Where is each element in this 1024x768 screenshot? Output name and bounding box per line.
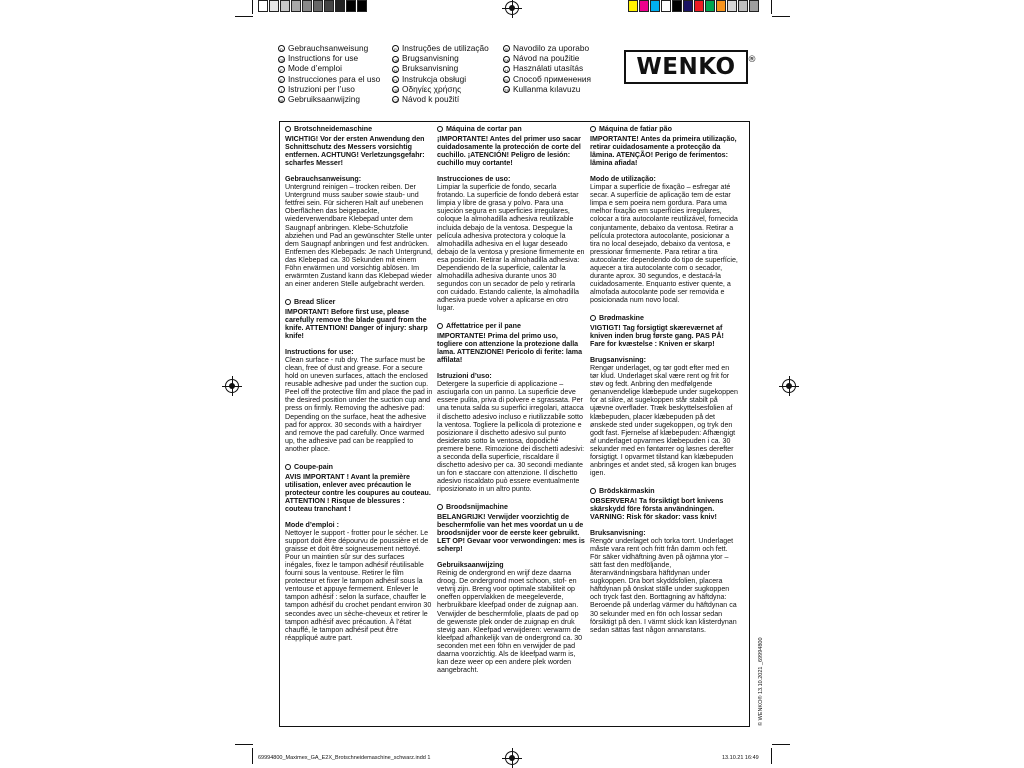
usage-title: Mode d’emploi :	[285, 521, 339, 530]
flag-icon: PL	[393, 77, 398, 83]
language-list-col3	[503, 43, 591, 94]
flag-icon	[285, 299, 291, 305]
copyright-note: © WENKO® 13.10.2021 _69994800	[758, 637, 764, 726]
flag-icon: SI	[504, 47, 509, 53]
section-title: Brödskärmaskin	[599, 486, 655, 495]
language-item: P Instruções de utilização	[392, 43, 489, 53]
usage-title: Instrucciones de uso:	[437, 175, 511, 184]
usage-text: Rengör underlaget och torka torrt. Underlaget måste vara rent och fritt från damm och fett. För säker vidhäftning även på ojämna ytor – sätt fast den medföljande, återanvändningsbara häftdynan under sugkoppen. Dra bort skyddsfolien, placera häftdynan på önskat ställe under sugkoppen och tryck fast den. Borttagning av häftdyna: Beroende på underlag värmer du häftdynan ca 30 sekunder med en fön och lossar sedan försiktigt på den. I värmt skick kan klisterdynan sedan sättas fast någon annanstans.	[590, 537, 737, 634]
crop-mark	[772, 744, 790, 745]
usage-title: Instructions for use:	[285, 348, 354, 357]
flag-icon: TR	[504, 88, 510, 94]
usage-text: Limpiar la superficie de fondo, secarla frotando. La superficie de fondo deberá estar limpia y libre de grasa y polvo. Para una sujeción segura en superficies irregulares, coloque la almohadilla adhesiva reutilizable incluida debajo de la ventosa. Despegue la película adhesiva protectora y coloque la almohadilla adhesiva en el lugar deseado debajo de la ventosa y presione firmemente en esa posición. Retirar la almohadilla adhesiva: Dependiendo de la superficie, calentar la almohadilla adhesiva durante unos 30 segundos con un secador de pelo y retirarla con cuidado. Estando caliente, la almohadilla adhesiva puede volver a aplicarse en otro lugar.	[437, 183, 585, 312]
section-es	[437, 125, 585, 312]
flag-icon	[285, 126, 291, 132]
section-gb	[285, 298, 433, 453]
flag-icon	[437, 323, 443, 329]
section-title: Máquina de fatiar pão	[599, 125, 672, 133]
usage-title: Gebrauchsanweisung:	[285, 175, 362, 184]
registration-mark-icon	[505, 1, 519, 15]
language-list-col1	[278, 43, 380, 104]
section-se	[590, 487, 738, 634]
warning-text: WICHTIG! Vor der ersten Anwendung den Schnittschutz des Messers vorsichtig entfernen. ACHTUNG! Verletzungsgefahr: scharfes Messer!	[285, 135, 425, 168]
language-item: E Instrucciones para el uso	[278, 74, 380, 84]
language-item: SK Návod na použitie	[504, 53, 580, 64]
wenko-logo: WENKO ®	[624, 50, 748, 84]
language-list-col2	[392, 43, 489, 104]
crop-mark	[772, 16, 790, 17]
language-item: GB Instructions for use	[279, 53, 359, 64]
usage-text: Clean surface - rub dry. The surface must be clean, free of dust and grease. For a secure hold on uneven surfaces, attach the enclosed reusable adhesive pad under the suction cup. Peel off the protective film and place the pad in the desired position under the suction cup and press on firmly. Removing the adhesive pad: Depending on the surface, heat the adhesive pad for approx. 30 seconds with a hairdryer and remove the pad carefully. Once warmed up, the adhesive pad can be reapplied to another place.	[285, 356, 433, 453]
language-item: RU Способ применения	[504, 73, 591, 84]
usage-title: Modo de utilização:	[590, 175, 656, 184]
flag-icon: NL	[279, 98, 285, 104]
usage-title: Gebruiksaanwijzing	[437, 561, 504, 570]
section-title: Bread Slicer	[294, 297, 336, 306]
flag-icon	[590, 315, 596, 321]
flag-icon: D	[278, 45, 285, 52]
language-item: N Bruksanvisning	[392, 63, 489, 73]
column-3	[590, 125, 738, 644]
usage-text: Untergrund reinigen – trocken reiben. Der Untergrund muss sauber sowie staub- und fettfrei sein. Für sicheren Halt auf unebenen Oberflächen das beigepackte, wiederverwendbare Klebepad unter dem Saugnapf anbringen. Klebe-Schutzfolie abziehen und Pad an gewünschter Stelle unter dem Saugnapf anbringen und fest andrücken. Entfernen des Klebepads: Je nach Untergrund, das Klebepad ca. 30 Sekunden mit einem Föhn erwärmen und vorsichtig ablösen. Im erwärmten Zustand kann das Klebepad wieder an einer anderen Stelle aufgebracht werden.	[285, 183, 433, 288]
language-item: PL Instrukcja obsługi	[393, 73, 467, 84]
flag-icon: CZ	[393, 98, 399, 104]
flag-icon	[285, 464, 291, 470]
usage-text: Nettoyer le support - frotter pour le sécher. Le support doit être dépourvu de poussière et de graisse et doit être soigneusement nettoyé. Pour un maintien sûr sur des surfaces inégales, fixez le tampon adhésif réutilisable fourni sous la ventouse. Retirer le film protecteur et fixer le tampon adhésif sous la ventouse et appuye fermement. Enlever le tampon adhésif : selon la surface, chauffer le tampon adhésif du crochet pendant environ 30 secondes avec un sèche-cheveux et retirer le tampon adhésif avec précaution. À l’état chauffé, le tampon adhésif peut être réappliqué autre part.	[285, 529, 432, 642]
footer-filename: 69994800_Maximex_GA_E2X_Brotschneidemaschine_schwarz.indd 1	[258, 755, 431, 761]
language-item: DK Brugsanvisning	[393, 53, 459, 64]
usage-title: Bruksanvisning:	[590, 529, 646, 538]
crop-mark	[771, 0, 772, 14]
flag-icon	[437, 504, 443, 510]
crop-mark	[235, 744, 253, 745]
flag-icon: GR	[393, 88, 399, 94]
language-item: D Gebrauchsanweisung	[278, 43, 380, 53]
flag-icon	[590, 488, 596, 494]
warning-text: VIGTIGT! Tag forsigtigt skæreværnet af kniven inden brug første gang. PAS PÅ! Fare for kvæstelse : Kniven er skarp!	[590, 324, 724, 349]
crop-mark	[252, 748, 253, 764]
warning-text: IMPORTANTE! Antes da primeira utilização, retirar cuidadosamente a protecção da lâmina. ATENÇÃO! Perigo de ferimentos: lâmina afiada!	[590, 135, 737, 168]
color-calibration-bar	[628, 0, 760, 12]
flag-icon	[590, 126, 596, 132]
flag-icon: RU	[504, 77, 510, 83]
language-item: CZ Návod k použití	[393, 94, 460, 105]
usage-title: Istruzioni d’uso:	[437, 372, 492, 381]
section-title: Brødmaskine	[599, 313, 644, 322]
language-item: H Használati utasítás	[503, 63, 591, 73]
usage-text: Limpar a superfície de fixação – esfregar até secar. A superfície de aplicação tem de estar limpa e sem poeira nem gordura. Para uma melhor fixação em superfícies irregulares, colocar a tira autocolante reutilizável, fornecida conjuntamente, debaixo da ventosa. Retirar a película protectora autocolante, posicionar a tira no local desejado, debaixo da ventosa, e pressionar firmemente. Para retirar a tira autocolante: dependendo do tipo de superfície, aquecer a tira autocolante com o secador, durante aprox. 30 segundos, e destacá-la cuidadosamente. Enquanto estiver quente, a almofada autocolante pode ser removida e posicionada num novo local.	[590, 183, 738, 304]
registration-mark-icon	[782, 379, 796, 393]
language-item: SI Navodilo za uporabo	[504, 43, 590, 53]
crop-mark	[235, 16, 253, 17]
section-de	[285, 125, 433, 288]
section-title: Brotschneidemaschine	[294, 125, 373, 133]
flag-icon: F	[278, 66, 285, 73]
section-title: Coupe-pain	[294, 462, 334, 471]
usage-text: Reinig de ondergrond en wrijf deze daarna droog. De ondergrond moet schoon, stof- en vetvrij zijn. Breng voor optimale stabiliteit op oneffen oppervlakken de meegeleverde, herbruikbare kleefpad onder de zuignap aan. Verwijder de beschermfolie, plaats de pad op de gewenste plek onder de zuignap en druk stevig aan. Kleefpad verwijderen: verwarm de kleefpad afhankelijk van de ondergrond ca. 30 seconden met een föhn en verwijder de pad daarna voorzichtig. Als de kleefpad warm is, kan deze weer op een andere plek worden aangebracht.	[437, 569, 583, 674]
warning-text: OBSERVERA! Ta försiktigt bort knivens skärskydd före första användningen. VARNING: Risk för skador: vass kniv!	[590, 496, 724, 522]
warning-text: ¡IMPORTANTE! Antes del primer uso sacar cuidadosamente la protección de corte del cuchillo. ¡ATENCIÓN! Peligro de lesión: cuchillo muy cortante!	[437, 135, 581, 168]
footer-timestamp: 13.10.21 16:49	[722, 755, 759, 761]
crop-mark	[771, 748, 772, 764]
section-title: Broodsnijmachine	[446, 502, 508, 511]
flag-icon: I	[278, 86, 285, 93]
section-pt	[590, 125, 738, 304]
flag-icon: E	[278, 76, 285, 83]
flag-icon: P	[392, 45, 399, 52]
flag-icon: SK	[504, 57, 510, 63]
section-dk	[590, 314, 738, 477]
language-item: TR Kullanma kılavuzu	[504, 83, 581, 94]
crop-mark	[252, 0, 253, 14]
flag-icon: GB	[279, 57, 285, 63]
grayscale-calibration-bar	[258, 0, 368, 12]
language-item: I Istruzioni per l’uso	[278, 84, 380, 94]
warning-text: IMPORTANT! Before first use, please carefully remove the blade guard from the knife. ATTENTION! Danger of injury: sharp knife!	[285, 307, 428, 341]
section-title: Máquina de cortar pan	[446, 125, 522, 133]
usage-text: Rengør underlaget, og tør godt efter med en tør klud. Underlaget skal være rent og frit for støv og fedt. Anbring den medfølgende genanvendelige klæbepude under sugekoppen for at sikre, at sugekoppen står stabilt på ujævne overflader. Træk beskyttelsesfolien af klæbepuden, placer klæbepuden på det ønskede sted under sugekoppen, og tryk den godt fast. Fjernelse af klæbepuden: Afhængigt af underlaget opvarmes klæbepuden i ca. 30 sekunder med en føntørrer og løsnes derefter forsigtigt. I opvarmet tilstand kan klæbepuden anbringes et andet sted, så krogen kan bruges igen.	[590, 364, 738, 477]
registration-mark-icon	[225, 379, 239, 393]
warning-text: AVIS IMPORTANT ! Avant la première utilisation, enlever avec précaution le protecteur contre les coupures au couteau. ATTENTION ! Risque de blessures : couteau tranchant !	[285, 472, 431, 513]
usage-text: Detergere la superficie di applicazione – asciugarla con un panno. La superficie deve essere pulita, priva di polvere e sgrassata. Per una tenuta salda su superfici irregolari, attacca il dischetto adesivo incluso e riutilizzabile sotto la ventosa. Togliere la pellicola di protezione e posizionare il dischetto adesivo sul punto desiderato sotto la ventosa, dopodiché premere bene. Rimozione dei dischetti adesivi: a seconda della superficie, riscaldare il dischetto adesivo per ca. 30 secondi mediante un fon e staccare con attenzione. Il dischetto adesivo riscaldato può essere eventualmente riposizionato in un altro punto.	[437, 380, 585, 493]
flag-icon: N	[392, 66, 399, 73]
section-fr	[285, 463, 433, 642]
warning-text: IMPORTANTE! Prima del primo uso, togliere con attenzione la protezione dalla lama. ATTENZIONE! Pericolo di ferite: lama affilata!	[437, 332, 583, 365]
section-nl	[437, 503, 585, 674]
column-1	[285, 125, 433, 652]
language-item: GR Οδηγίες χρήσης	[393, 83, 462, 94]
language-item: F Mode d’emploi	[278, 63, 380, 73]
registration-mark-icon	[505, 751, 519, 765]
section-it	[437, 322, 585, 493]
column-2	[437, 125, 585, 684]
section-title: Affettatrice per il pane	[446, 322, 521, 331]
flag-icon	[437, 126, 443, 132]
usage-title: Brugsanvisning:	[590, 356, 646, 365]
language-item: NL Gebruiksaanwijzing	[279, 94, 360, 105]
flag-icon: H	[503, 66, 510, 73]
warning-text: BELANGRIJK! Verwijder voorzichtig de beschermfolie van het mes voordat un u de broodsnijder voor de eerste keer gebruikt. LET OP! Gevaar voor verwondingen: mes is scherp!	[437, 513, 585, 554]
flag-icon: DK	[393, 57, 399, 63]
